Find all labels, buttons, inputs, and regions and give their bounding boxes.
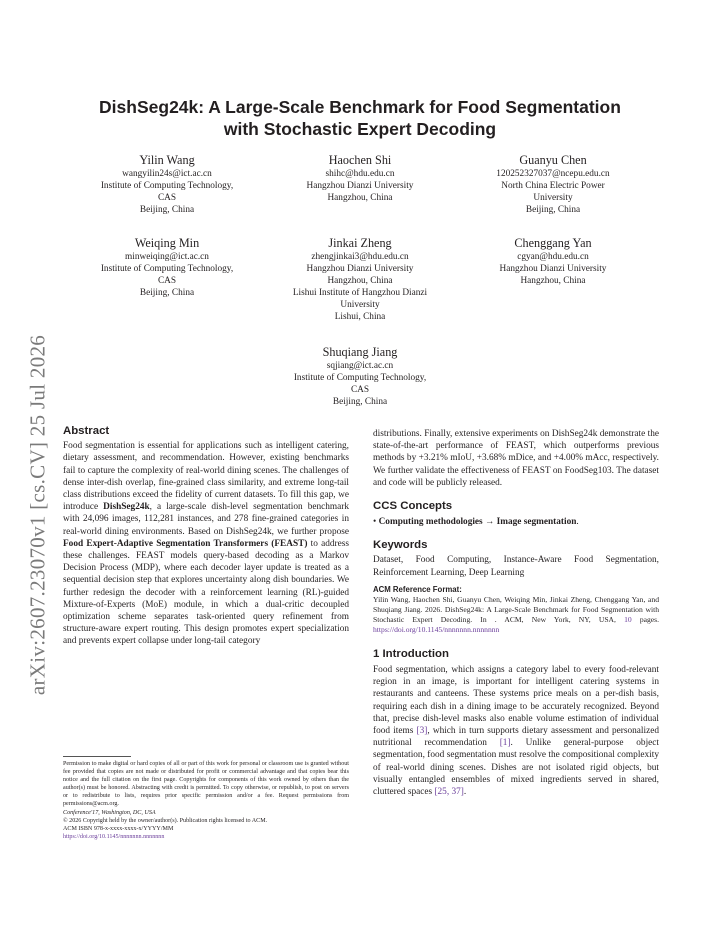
arxiv-identifier: arXiv:2607.23070v1 [cs.CV] 25 Jul 2026: [25, 334, 50, 696]
author-affiliation: Hangzhou Dianzi University: [306, 181, 414, 191]
abstract-bold-term: Food Expert-Adaptive Segmentation Transformers (FEAST): [63, 538, 308, 549]
author-email: cgyan@hdu.edu.cn: [517, 252, 589, 262]
permission-footnote: [63, 760, 349, 841]
author-affiliation: Lishui Institute of Hangzhou Dianzi: [292, 288, 428, 298]
author-location: Hangzhou, China: [327, 193, 393, 203]
author-affiliation: CAS: [157, 276, 177, 286]
author-email: shihc@hdu.edu.cn: [325, 169, 395, 179]
author-email: sqjiang@ict.ac.cn: [326, 361, 394, 371]
author-name: Shuqiang Jiang: [322, 345, 398, 359]
doi-link[interactable]: https://doi.org/10.1145/nnnnnnn.nnnnnnn: [373, 624, 500, 634]
author-location: Beijing, China: [525, 205, 581, 215]
author-name: Chenggang Yan: [514, 236, 592, 250]
author-location: Beijing, China: [139, 288, 195, 298]
author-name: Jinkai Zheng: [328, 236, 392, 250]
author-name: Yilin Wang: [139, 153, 195, 167]
author-location: Beijing, China: [332, 397, 388, 407]
author-block: [60, 235, 274, 299]
author-affiliation: Institute of Computing Technology,: [100, 181, 234, 191]
author-affiliation: Hangzhou Dianzi University: [306, 264, 414, 274]
abstract-text: [63, 440, 349, 647]
intro-segment: Food segmentation, which assigns a category label to every food-relevant region in an image, is important for intelligent catering systems in restaurants and canteens. These systems price meals on a per-dish basis, requiring each dish in a dining image to be accurately recognized. Beyond that, precise dish-level masks also enable volume estimation of individual food items: [373, 665, 659, 737]
intro-segment: , which in turn supports dietary assessment and personalized nutritional recommendation: [373, 726, 659, 749]
author-affiliation: University: [533, 193, 573, 203]
left-column: [63, 425, 349, 648]
author-affiliation: Institute of Computing Technology,: [293, 373, 427, 383]
bullet-glyph: •: [373, 517, 379, 528]
author-name: Guanyu Chen: [519, 153, 587, 167]
ccs-heading: CCS Concepts: [373, 500, 453, 513]
footnote-doi-link[interactable]: https://doi.org/10.1145/nnnnnnn.nnnnnnn: [63, 833, 165, 840]
author-name: Haochen Shi: [328, 153, 392, 167]
author-affiliation: North China Electric Power: [501, 181, 605, 191]
introduction-heading: 1 Introduction: [373, 647, 449, 660]
abstract-bold-term: DishSeg24k: [103, 502, 150, 513]
abstract-segment: to address these challenges. FEAST models query-based decoding as a Markov Decision Process (MDP), where each decoder layer update is treated as a sequential decision step that explores uncertainty along dish boundaries. We further redesign the decoder with a reinforcement learning (RL)-guided Mixture-of-Experts (MoE) module, in which a dual-critic decoupled optimization scheme separates task-oriented query refinement from structure-aware expert routing. This design promotes expert specialization and prevents expert collapse under long-tail category: [63, 538, 349, 647]
keywords-text: Dataset, Food Computing, Instance-Aware Food Segmentation, Reinforcement Learning, Deep Learning: [373, 555, 659, 578]
author-affiliation: Hangzhou Dianzi University: [499, 264, 607, 274]
author-block: [446, 152, 660, 216]
intro-segment: .: [463, 787, 467, 798]
ccs-end: .: [576, 517, 579, 528]
citation-link[interactable]: [25, 37]: [434, 787, 464, 798]
introduction-text: [373, 664, 659, 798]
title-line-1: DishSeg24k: A Large-Scale Benchmark for Food Segmentation: [99, 97, 621, 117]
author-email: 120252327037@ncepu.edu.cn: [496, 169, 610, 179]
author-affiliation: University: [340, 300, 380, 310]
author-block: [60, 152, 274, 216]
isbn-info: ACM ISBN 978-x-xxxx-xxxx-x/YYYY/MM: [63, 825, 174, 832]
citation-link[interactable]: [1]: [499, 738, 511, 749]
permission-notice: Permission to make digital or hard copies of all or part of this work for personal or classroom use is granted without fee provided that copies are not made or distributed for profit or commercial advantage and that copies bear this notice and the full citation on the first page. Copyrights for components of this work owned by others than the author(s) must be honored. Abstracting with credit is permitted. To copy otherwise, or republish, to post on servers or to redistribute to lists, requires prior specific permission and/or a fee. Request permissions from permissions@acm.org.: [63, 761, 349, 808]
ccs-concept-item: [373, 516, 659, 528]
keywords-heading: Keywords: [373, 539, 428, 552]
author-block: [253, 235, 467, 323]
arxiv-sidebar-stamp: [10, 334, 66, 696]
abstract-heading: Abstract: [63, 425, 110, 437]
author-location: Beijing, China: [139, 205, 195, 215]
author-email: minweiqing@ict.ac.cn: [125, 252, 209, 262]
author-email: zhengjinkai3@hdu.edu.cn: [311, 252, 409, 262]
abstract-continued: distributions. Finally, extensive experiments on DishSeg24k demonstrate the state-of-the-art performance of FEAST, which outperforms previous methods by +3.21% mIoU, +3.68% mDice, and +4.00% mAcc, respectively. We further validate the effectiveness of FEAST on FoodSeg103. The dataset and code will be publicly released.: [373, 429, 659, 488]
author-email: wangyilin24s@ict.ac.cn: [122, 169, 212, 179]
ccs-concept: Computing methodologies → Image segmentation: [378, 517, 577, 528]
paper-title: [60, 96, 660, 140]
author-affiliation: CAS: [157, 193, 177, 203]
author-block: [253, 344, 467, 408]
acm-reference-citation: pages.: [631, 614, 660, 624]
footnote-divider: [63, 756, 131, 757]
author-affiliation: Institute of Computing Technology,: [100, 264, 234, 274]
intro-segment: . Unlike general-purpose object segmentation, food segmentation must resolve the compositional complexity of real-world dining scenes. Dishes are not isolated rigid objects, but visually entangled ensembles of mixed ingredients served in shared, cluttered spaces: [373, 738, 660, 798]
author-affiliation: CAS: [350, 385, 370, 395]
page-count-link[interactable]: 10: [624, 614, 632, 624]
conference-info: Conference'17, Washington, DC, USA: [63, 809, 156, 816]
title-line-2: with Stochastic Expert Decoding: [223, 119, 497, 139]
right-column: [373, 428, 659, 798]
acm-reference-heading: ACM Reference Format:: [373, 584, 462, 594]
author-location: Hangzhou, China: [327, 276, 393, 286]
author-name: Weiqing Min: [134, 236, 200, 250]
acm-reference-citation: Yilin Wang, Haochen Shi, Guanyu Chen, Weiqing Min, Jinkai Zheng, Chenggang Yan, and Shuqiang Jiang. 2026. DishSeg24k: A Large-Scale Benchmark for Food Segmentation with Stochastic Expert Decoding. In . ACM, New York, NY, USA,: [373, 594, 659, 624]
author-location: Lishui, China: [334, 312, 386, 322]
abstract-segment: , a large-scale dish-level segmentation benchmark with 24,096 images, 112,281 instances, and 278 fine-grained categories in real-world dining environments. Based on DishSeg24k, we further propose: [63, 502, 349, 537]
acm-reference: [373, 585, 659, 635]
citation-link[interactable]: [3]: [416, 726, 428, 737]
author-location: Hangzhou, China: [520, 276, 586, 286]
copyright-notice: © 2026 Copyright held by the owner/author(s). Publication rights licensed to ACM.: [63, 817, 268, 824]
author-block: [446, 235, 660, 287]
author-block: [253, 152, 467, 204]
acm-reference-text: [373, 595, 659, 635]
abstract-segment: Food segmentation is essential for applications such as intelligent catering, dietary assessment, and recommendation. However, existing benchmarks fail to capture the complexity of real-world dining scenes. The challenges of dense inter-dish overlap, fine-grained class similarity, and extreme long-tail class distributions exceed the fidelity of current datasets. To fill this gap, we introduce: [63, 441, 349, 513]
